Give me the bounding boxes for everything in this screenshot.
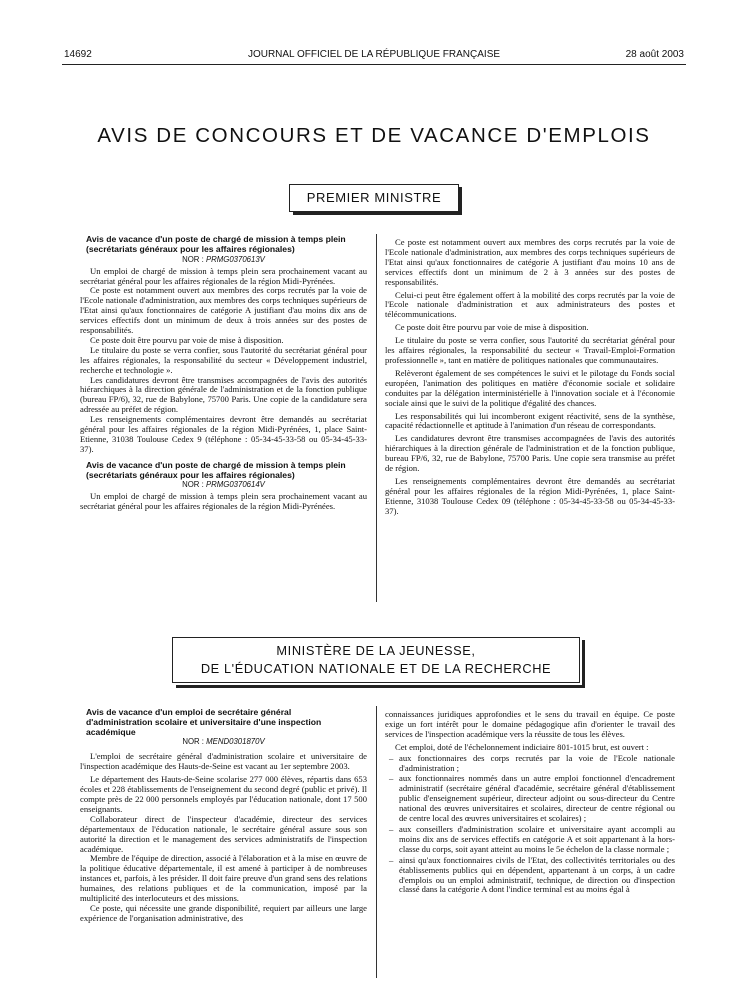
paragraph: Le titulaire du poste se verra confier, sous l'autorité du secrétariat général pour les affaires régionales, la responsabilité du secteur « Développement industriel, recherche et technologie ».: [80, 344, 367, 375]
paragraph: Les candidatures devront être transmises accompagnées de l'avis des autorités hiérarchiques à la direction générale de l'administration et de la fonction publique, bureau FP/6, 32, rue de Babylone, 75700 Paris. Une copie sera transmise au préfet de région.: [385, 433, 675, 474]
notice2-heading: Avis de vacance d'un poste de chargé de mission à temps plein (secrétariats généraux pour les affaires régionales): [86, 459, 346, 480]
list-item: – aux conseillers d'administration scolaire et universitaire ayant accompli au moins dix ans de services effectifs en catégorie A et soit appartenant à la hors-classe du corps, soit ayant atteint au moins le 5e échelon de la classe normale ;: [385, 825, 675, 855]
ministry-box-shadow-bottom: [293, 212, 462, 215]
column-divider: [376, 234, 377, 602]
paragraph: Ce poste est notamment ouvert aux membres des corps recrutés par la voie de l'Ecole nationale d'administration, aux membres des corps techniques supérieurs de l'Etat ainsi qu'aux fonctionnaires de catégorie A justifiant d'au moins dix ans de services effectifs dont un minimum de deux à trois années sur des postes de responsabilités.: [80, 285, 367, 336]
section1-left-column: [80, 235, 367, 512]
page-title: AVIS DE CONCOURS ET DE VACANCE D'EMPLOIS: [97, 124, 651, 147]
paragraph: Les renseignements complémentaires devront être demandés au secrétariat général pour les affaires régionales de la région Midi-Pyrénées, 1, place Saint-Etienne, 31038 Toulouse Cedex 9 (téléphone : 05-34-45-33-58 ou 05-34-45-33-37).: [80, 414, 367, 454]
ministry-box-shadow: [459, 187, 462, 215]
paragraph: Ce poste, qui nécessite une grande disponibilité, requiert par ailleurs une large expérience de l'organisation administrative, des: [80, 902, 367, 923]
notice3-heading: Avis de vacance d'un emploi de secrétaire général d'administration scolaire et universitaire d'une inspection académique: [86, 707, 322, 737]
section1-right-column: [385, 238, 675, 517]
section2-left-column: [80, 708, 367, 924]
paragraph: Les renseignements complémentaires devront être demandés au secrétariat général pour les affaires régionales de la région Midi-Pyrénées, 1, place Saint-Etienne, 31038 Toulouse Cedex 09 (téléphone : 05-34-45-33-58 ou 05-34-45-33-37).: [385, 475, 675, 516]
paragraph: Les responsabilités qui lui incomberont exigent réactivité, sens de la synthèse, capacité rédactionnelle et aptitude à l'animation d'un réseau de correspondants.: [385, 410, 675, 431]
page-number: 14692: [64, 49, 92, 60]
list-item: – ainsi qu'aux fonctionnaires civils de l'Etat, des collectivités territoriales ou des établissements publics qui en dépendent, appartenant à un corps, à un cadre d'emplois ou un emploi administratif, technique, de direction ou d'inspection classé dans la catégorie A dont l'indice terminal est au moins égal à: [385, 856, 675, 896]
list-item: – aux fonctionnaires nommés dans un autre emploi fonctionnel d'encadrement administratif (secrétaire général d'académie, secrétaire général d'établissement public d'enseignement supérieur, directeur adjoint ou sous-directeur du Centre national des œuvres universitaires et scolaires, directeur de centre régional ou de centre local des œuvres universitaires et scolaires) ;: [385, 774, 675, 824]
paragraph: Membre de l'équipe de direction, associé à l'élaboration et à la mise en œuvre de la politique éducative départementale, il est amené à participer à de nombreuses instances et, parfois, à les présider. Il doit faire preuve d'un grand sens des relations humaines, des relations publiques et de la communication, imposé par la multiplicité des interlocuteurs et des missions.: [80, 853, 367, 904]
paragraph: Les candidatures devront être transmises accompagnées de l'avis des autorités hiérarchiques à la direction générale de l'administration et de la fonction publique (bureau FP/6), 32, rue de Babylone, 75700 Paris. Une copie de la candidature sera adressée au préfet de région.: [80, 374, 367, 415]
paragraph: Un emploi de chargé de mission à temps plein sera prochainement vacant au secrétariat général pour les affaires régionales de la région Midi-Pyrénées.: [80, 265, 367, 286]
issue-date: 28 août 2003: [625, 49, 684, 60]
ministry-name-line1: MINISTÈRE DE LA JEUNESSE,: [276, 643, 476, 658]
ministry-box-premier-ministre: [289, 184, 459, 212]
notice3-nor: [80, 737, 367, 747]
notice2-nor: [80, 480, 367, 490]
paragraph: Ce poste doit être pourvu par voie de mise à disposition.: [90, 334, 284, 345]
section2-right-column: [385, 710, 675, 895]
journal-title: JOURNAL OFFICIEL DE LA RÉPUBLIQUE FRANÇAISE: [247, 49, 501, 60]
ministry-name: PREMIER MINISTRE: [306, 190, 442, 205]
ministry-box-education: [172, 637, 580, 683]
notice1-nor: [80, 255, 367, 265]
eligibility-list: [385, 754, 675, 896]
ministry-box-shadow: [582, 640, 585, 688]
ministry-name-line2: DE L'ÉDUCATION NATIONALE ET DE LA RECHERCHE: [200, 661, 552, 676]
paragraph: connaissances juridiques approfondies et le sens du travail en équipe. Ce poste exige un fort intérêt pour le domaine pédagogique afin d'orienter le travail des services de l'inspection académique vers la réussite de tous les élèves.: [385, 709, 675, 739]
ministry-box-shadow-bottom: [176, 685, 585, 688]
paragraph: Cet emploi, doté de l'échelonnement indiciaire 801-1015 brut, est ouvert :: [395, 741, 649, 752]
nor-code: MEND0301870V: [206, 737, 265, 747]
nor-label: NOR :: [182, 480, 204, 490]
paragraph: Le département des Hauts-de-Seine scolarise 277 000 élèves, répartis dans 653 écoles et 228 établissements de l'enseignement du second degré (public et privé). Il compte près de 22 000 personnels employés par l'éducation nationale, dont 17 500 enseignants.: [80, 774, 367, 814]
header-rule: [62, 64, 686, 65]
nor-label: NOR :: [182, 254, 204, 264]
paragraph: L'emploi de secrétaire général d'administration scolaire et universitaire de l'inspection académique des Hauts-de-Seine est vacant au 1er septembre 2003.: [80, 751, 367, 772]
column-divider: [376, 706, 377, 978]
paragraph: Ce poste est notamment ouvert aux membres des corps recrutés par la voie de l'Ecole nationale d'administration, aux membres des corps techniques supérieurs de l'Etat ainsi qu'aux fonctionnaires de catégorie A justifiant d'au moins 10 ans de services effectifs dont un minimum de 2 à 3 années sur des postes de responsabilités.: [385, 237, 675, 287]
nor-label: NOR :: [182, 737, 204, 747]
nor-code: PRMG0370613V: [205, 254, 265, 264]
paragraph: Relèveront également de ses compétences le suivi et le pilotage du Fonds social européen, l'animation des politiques en matière d'économie sociale et solidaire conduites par la délégation interministérielle à l'innovation sociale et à l'économie sociale ainsi que le suivi de la politique d'égalité des chances.: [385, 367, 675, 408]
notice1-heading: Avis de vacance d'un poste de chargé de mission à temps plein (secrétariats généraux pour les affaires régionales): [86, 234, 346, 254]
paragraph: Ce poste doit être pourvu par voie de mise à disposition.: [395, 322, 589, 333]
list-item: – aux fonctionnaires des corps recrutés par la voie de l'Ecole nationale d'administration ;: [385, 754, 675, 774]
paragraph: Collaborateur direct de l'inspecteur d'académie, directeur des services départementaux de l'éducation nationale, le secrétaire général assure sous son autorité la direction et le management des services administratifs de l'inspection académique.: [80, 813, 367, 854]
paragraph: Le titulaire du poste se verra confier, sous l'autorité du secrétariat général pour les affaires régionales, la responsabilité du secteur « Travail-Emploi-Formation professionnelle », tant en matière de politiques nationales que communautaires.: [385, 335, 675, 365]
nor-code: PRMG0370614V: [205, 480, 265, 490]
paragraph: Celui-ci peut être également offert à la mobilité des corps recrutés par la voie de l'Ecole nationale d'administration et aux administrateurs des postes et télécommunications.: [385, 289, 675, 320]
paragraph: Un emploi de chargé de mission à temps plein sera prochainement vacant au secrétariat général pour les affaires régionales de la région Midi-Pyrénées.: [80, 491, 367, 512]
